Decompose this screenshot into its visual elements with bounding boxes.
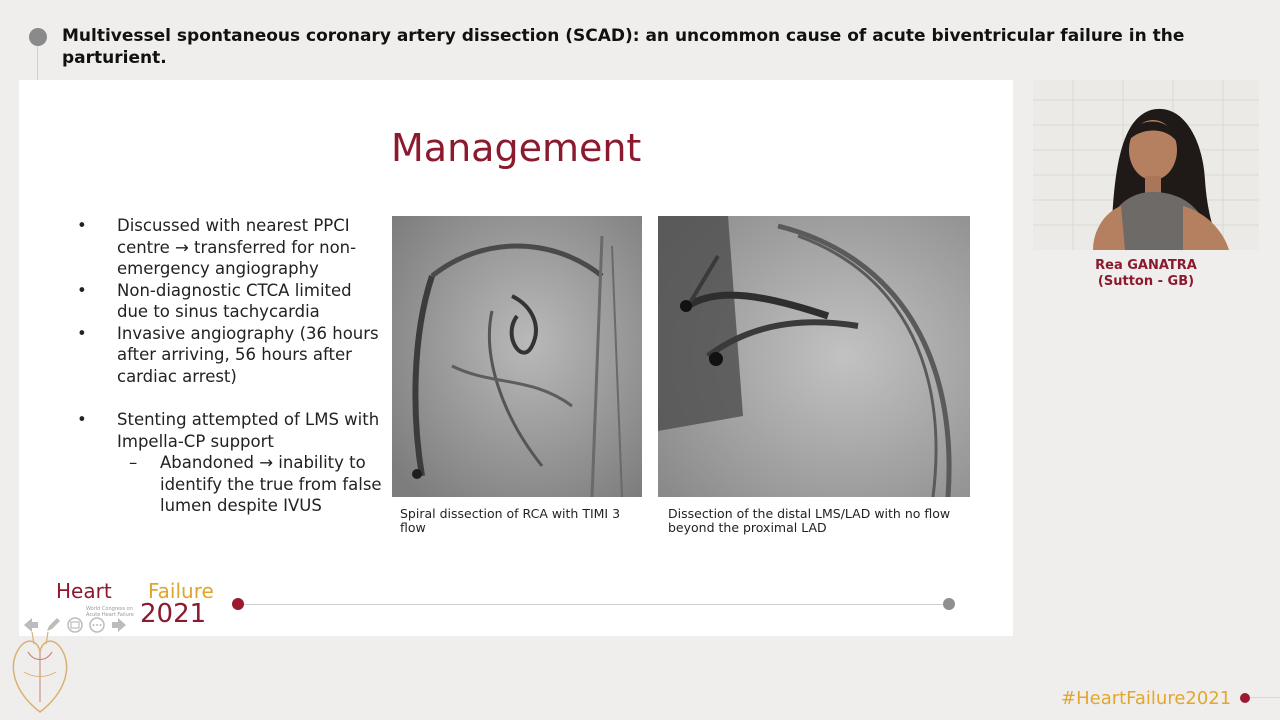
slide-progress-end (943, 598, 955, 610)
sub-bullet-text: Abandoned → inability to identify the true from false lumen despite IVUS (160, 453, 382, 515)
title-connector (37, 46, 38, 80)
hashtag-dot (1240, 693, 1250, 703)
title-bullet (29, 28, 47, 46)
anatomical-heart-emblem (4, 622, 76, 716)
logo-tagline: World Congress on Acute Heart Failure (86, 606, 134, 618)
angiogram-lms-lad-image (658, 216, 970, 497)
bullet-list (77, 215, 387, 517)
logo-word-failure: Failure (148, 579, 214, 603)
hashtag-line (1250, 697, 1280, 698)
image-caption: Spiral dissection of RCA with TIMI 3 flow (400, 506, 621, 535)
session-title: Multivessel spontaneous coronary artery dissection (SCAD): an uncommon cause of acute biventricular failure in the parturient. (62, 26, 1185, 68)
bullet-item: • Non-diagnostic CTCA limited due to sinus tachycardia (77, 280, 387, 323)
bullet-item: • Discussed with nearest PPCI centre → transferred for non-emergency angiography (77, 215, 387, 280)
slide-heading-text: Management (391, 126, 642, 170)
event-hashtag: #HeartFailure2021 (1061, 688, 1232, 709)
image-caption: Dissection of the distal LMS/LAD with no flow beyond the proximal LAD (668, 506, 951, 535)
speaker-name: Rea GANATRA (1095, 258, 1197, 273)
speaker-webcam-video (1033, 80, 1259, 250)
next-arrow-icon[interactable] (110, 616, 128, 634)
logo-word-heart: Heart (56, 579, 112, 603)
bullet-item: • Stenting attempted of LMS with Impella-CP support (77, 409, 387, 452)
angiogram-rca-image (392, 216, 642, 497)
more-icon[interactable] (88, 616, 106, 634)
slide-progress-track[interactable] (238, 604, 950, 605)
bullet-item: • Invasive angiography (36 hours after arriving, 56 hours after cardiac arrest) (77, 323, 387, 388)
sub-bullet-dash: – (129, 453, 138, 472)
speaker-affiliation: (Sutton - GB) (1097, 274, 1195, 289)
speaker-label (1033, 258, 1259, 290)
sub-bullet (77, 452, 387, 517)
logo-year: 2021 (140, 599, 207, 629)
slide (19, 80, 1013, 636)
slide-progress-handle[interactable] (232, 598, 244, 610)
